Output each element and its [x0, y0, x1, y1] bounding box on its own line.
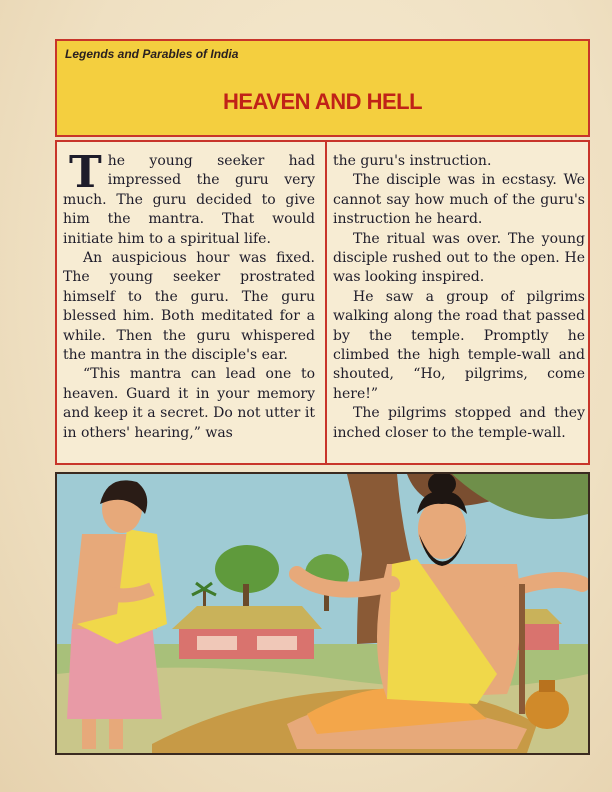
story-paragraph — [63, 147, 315, 249]
staff — [519, 584, 525, 714]
hut-window — [257, 636, 297, 650]
story-paragraph: He saw a group of pilgrims walking along the road that passed by the temple. Promptly he climbed the high temple-wall and shouted, “Ho, pilgrims, come here!” — [333, 288, 585, 402]
paragraph-text: he young seeker had impressed the guru very much. The guru decided to give him the mantra. That would initiate him to a spiritual life. — [63, 153, 315, 247]
column-divider — [325, 142, 327, 463]
story-paragraph: The disciple was in ecstasy. We cannot say how much of the guru's instruction he heard. — [333, 172, 585, 228]
story-paragraph: The ritual was over. The young disciple rushed out to the open. He was looking inspired. — [333, 230, 585, 286]
illustration-panel — [55, 472, 590, 755]
story-text-box — [55, 140, 590, 465]
story-paragraph: An auspicious hour was fixed. The young seeker prostrated himself to the guru. The guru blessed him. Both meditated for a while. Then the guru whispered the mantra in the disciple's ear. — [63, 250, 315, 364]
water-pot-neck — [539, 680, 555, 692]
story-left-column — [63, 147, 315, 443]
story-paragraph: The pilgrims stopped and they inched closer to the temple-wall. — [333, 405, 585, 441]
illustration-art — [57, 474, 588, 753]
drop-cap: T — [69, 147, 102, 198]
hut-window — [197, 636, 237, 650]
water-pot — [525, 689, 569, 729]
story-right-column — [333, 152, 585, 443]
story-paragraph: “This mantra can lead one to heaven. Guard it in your memory and keep it a secret. Do not utter it in others' hearing,” was — [63, 366, 315, 441]
page-title: HEAVEN AND HELL — [222, 89, 423, 114]
hut-roof — [172, 606, 322, 629]
title-banner — [55, 39, 590, 137]
story-paragraph: the guru's instruction. — [333, 153, 492, 169]
series-title: Legends and Parables of India — [65, 47, 239, 61]
